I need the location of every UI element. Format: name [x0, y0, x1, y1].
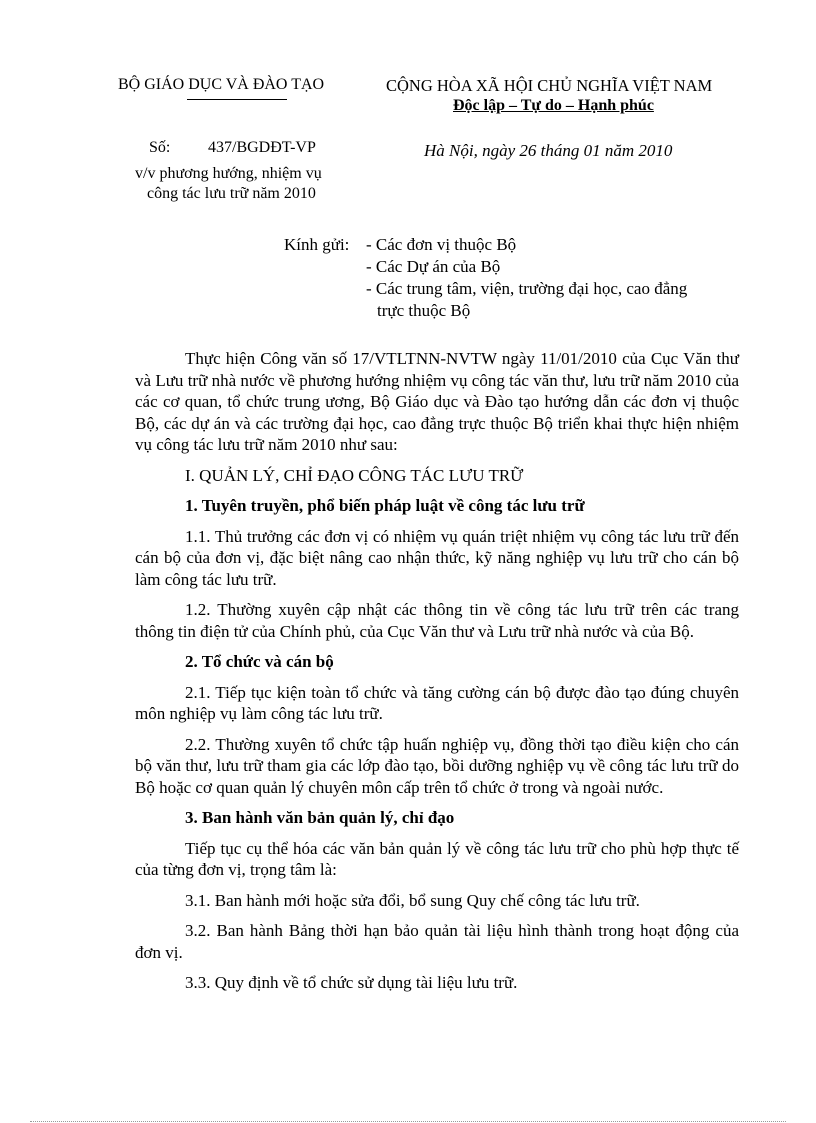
paragraph-3-2: 3.2. Ban hành Bảng thời hạn bảo quản tài liệu hình thành trong hoạt động của đơn vị. [135, 921, 739, 962]
ministry-underline [187, 99, 287, 100]
page-bottom-rule [30, 1121, 786, 1122]
doc-number-label: Số: [149, 139, 171, 156]
heading-1: 1. Tuyên truyền, phổ biến pháp luật về công tác lưu trữ [185, 496, 585, 515]
recipients-label: Kính gửi: [284, 235, 350, 254]
document-body [135, 348, 739, 994]
section-heading: I. QUẢN LÝ, CHỈ ĐẠO CÔNG TÁC LƯU TRỮ [185, 465, 524, 485]
intro-paragraph: Thực hiện Công văn số 17/VTLTNN-NVTW ngày 11/01/2010 của Cục Văn thư và Lưu trữ nhà nước về phương hướng nhiệm vụ công tác văn thư, lưu trữ năm 2010 của các cơ quan, tổ chức trung ương, Bộ Giáo dục và Đào tạo hướng dẫn các đơn vị thuộc Bộ, các dự án và các trường đại học, cao đẳng trực thuộc Bộ triển khai thực hiện nhiệm vụ công tác lưu trữ năm 2010 như sau: [135, 349, 739, 454]
subject-line-1: v/v phương hướng, nhiệm vụ [135, 165, 322, 182]
paragraph-1-1: 1.1. Thủ trưởng các đơn vị có nhiệm vụ quán triệt nhiệm vụ công tác lưu trữ đến cán bộ của đơn vị, đặc biệt nâng cao nhận thức, kỹ năng nghiệp vụ lưu trữ cho cán bộ làm công tác lưu trữ. [135, 526, 739, 589]
recipient-item: - Các trung tâm, viện, trường đại học, cao đẳng [366, 279, 688, 298]
paragraph-1-2: 1.2. Thường xuyên cập nhật các thông tin về công tác lưu trữ trên các trang thông tin điện tử của Chính phủ, của Cục Văn thư và Lưu trữ nhà nước và của Bộ. [135, 600, 739, 641]
subject-line-2: công tác lưu trữ năm 2010 [147, 185, 316, 202]
paragraph-3-3: 3.3. Quy định về tổ chức sử dụng tài liệu lưu trữ. [185, 973, 518, 992]
republic-name: CỘNG HÒA XÃ HỘI CHỦ NGHĨA VIỆT NAM [386, 76, 713, 95]
recipient-item: - Các đơn vị thuộc Bộ [366, 235, 517, 254]
doc-number: 437/BGDĐT-VP [208, 139, 316, 156]
ministry-name: BỘ GIÁO DỤC VÀ ĐÀO TẠO [118, 76, 325, 93]
motto: Độc lập – Tự do – Hạnh phúc [453, 97, 654, 114]
heading-3: 3. Ban hành văn bản quản lý, chỉ đạo [185, 808, 455, 827]
recipient-item: trực thuộc Bộ [377, 301, 471, 320]
paragraph-2-2: 2.2. Thường xuyên tổ chức tập huấn nghiệp vụ, đồng thời tạo điều kiện cho cán bộ văn thư, lưu trữ tham gia các lớp đào tạo, bồi dưỡng nghiệp vụ về công tác lưu trữ do Bộ hoặc cơ quan quản lý chuyên môn cấp trên tổ chức ở trong và ngoài nước. [135, 734, 739, 797]
paragraph-3-1: 3.1. Ban hành mới hoặc sửa đổi, bổ sung Quy chế công tác lưu trữ. [185, 890, 640, 910]
paragraph-2-1: 2.1. Tiếp tục kiện toàn tổ chức và tăng cường cán bộ được đào tạo đúng chuyên môn nghiệp vụ làm công tác lưu trữ. [135, 682, 739, 723]
paragraph-3: Tiếp tục cụ thể hóa các văn bản quản lý về công tác lưu trữ cho phù hợp thực tế của từng đơn vị, trọng tâm là: [135, 838, 739, 879]
place-date: Hà Nội, ngày 26 tháng 01 năm 2010 [424, 141, 673, 160]
heading-2: 2. Tổ chức và cán bộ [185, 652, 334, 671]
recipient-item: - Các Dự án của Bộ [366, 257, 501, 276]
